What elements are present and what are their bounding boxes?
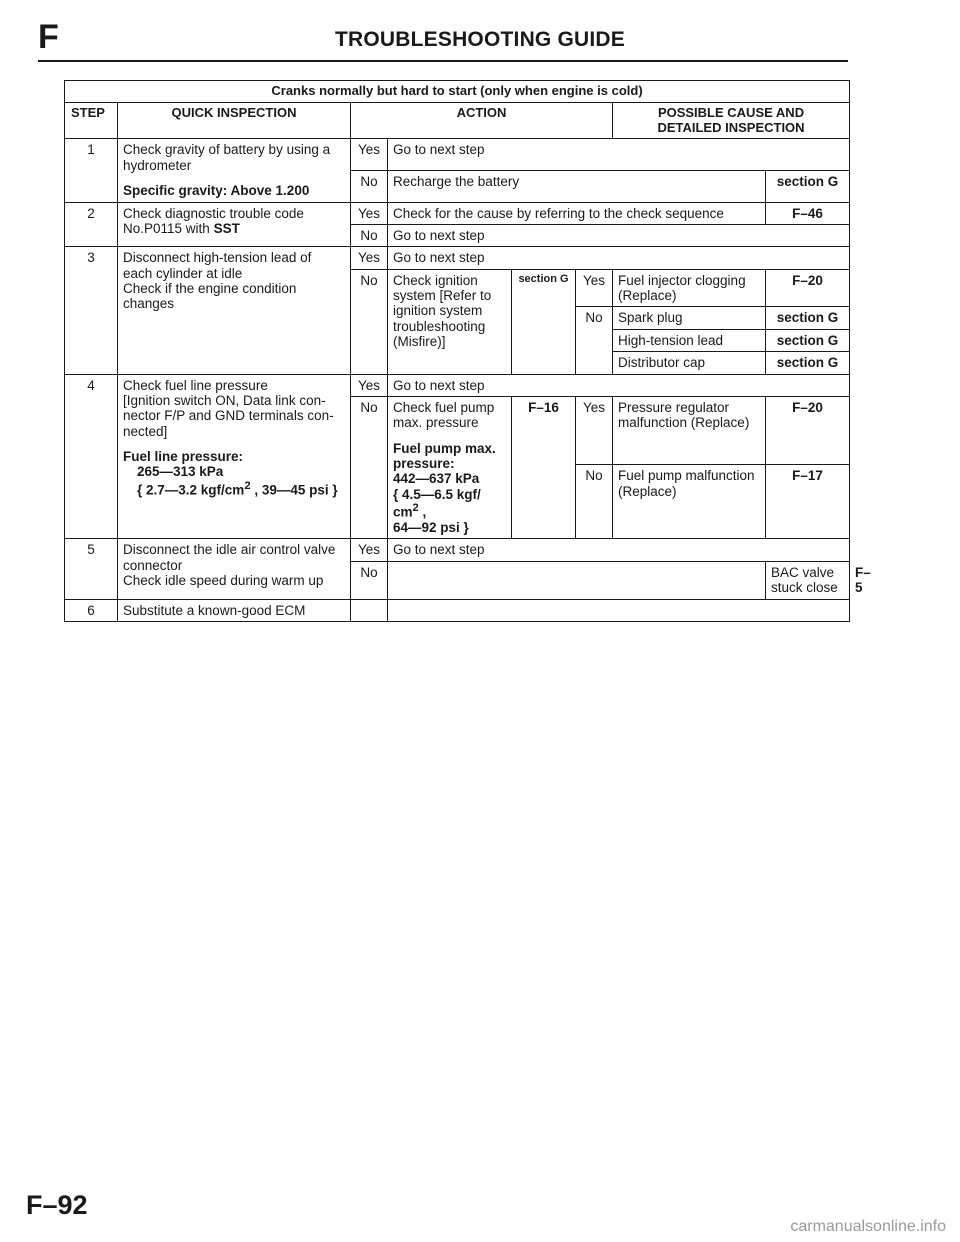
table-header-row [65,102,850,139]
spec-superscript: 2 [244,479,251,492]
action-cell: Check for the cause by referring to the check sequence [388,202,766,224]
action-line: system [Refer to [393,288,492,304]
spec-value: Specific gravity: Above 1.200 [123,183,310,199]
spec-value-alt: { 4.5—6.5 kgf/ [393,486,481,502]
spec-superscript: 2 [412,502,419,515]
spec-value-alt [393,502,506,520]
table-row: No BAC valve stuck close F–5 [65,561,850,599]
inspection-line: Check diagnostic trouble code [123,205,304,221]
action-cell [388,396,512,539]
reference-cell: F–16 [512,396,576,539]
cause-line: (Replace) [618,288,677,304]
inspection-line [123,221,345,236]
action-cell: Go to next step [388,139,850,171]
cause-line: Fuel pump malfunction [618,468,755,484]
reference-cell: F–20 [766,396,850,464]
inspection-text: No.P0115 with [123,220,214,236]
col-header-possible-cause [613,102,850,139]
reference-cell: section G [766,352,850,374]
sub-answer-no: No [576,307,613,374]
spec-value: 265—313 kPa [137,464,224,480]
answer-yes: Yes [351,374,388,396]
action-cell-empty [388,561,766,599]
col-header-possible-cause-line2: DETAILED INSPECTION [657,119,805,135]
answer-yes: Yes [351,539,388,561]
table-row [65,599,850,621]
reference-cell: section G [766,329,850,351]
inspection-line: Disconnect high-tension lead of [123,250,312,266]
quick-inspection-cell [118,202,351,247]
answer-no: No [351,269,388,374]
table-row [65,202,850,224]
cause-cell: Distributor cap [613,352,766,374]
spec-text: , 39—45 psi } [250,482,338,498]
inspection-line: Check gravity of battery by using a [123,142,331,158]
answer-yes: Yes [351,247,388,269]
cause-cell [613,465,766,539]
table-caption-row [65,81,850,103]
action-line: ignition system [393,303,483,319]
reference-cell: section G [512,269,576,374]
inspection-line: Check if the engine condition [123,281,297,297]
action-cell: Go to next step [388,247,850,269]
cause-cell: High-tension lead [613,329,766,351]
cause-line: malfunction (Replace) [618,415,750,431]
spec-value-alt [123,480,345,498]
sub-answer-yes: Yes [576,269,613,307]
page-title: TROUBLESHOOTING GUIDE [334,28,626,51]
sst-label: SST [213,220,240,236]
spec-value-alt: 64—92 psi } [393,520,469,536]
section-letter: F [38,18,59,56]
reference-cell: section G [766,307,850,329]
sub-answer-no: No [576,465,613,539]
inspection-line: changes [123,296,175,312]
inspection-line: hydrometer [123,157,192,173]
inspection-line: Check idle speed during warm up [123,573,324,589]
answer-no: No [351,171,388,203]
col-header-quick-inspection: QUICK INSPECTION [118,102,351,139]
inspection-line: nector F/P and GND terminals con- [123,408,334,424]
step-number: 2 [65,202,118,247]
quick-inspection-cell [118,247,351,374]
table-row [65,539,850,561]
answer-no: No [351,396,388,539]
action-cell-empty [388,599,850,621]
inspection-line: [Ignition switch ON, Data link con- [123,392,326,408]
reference-cell: F–17 [766,465,850,539]
answer-yes: Yes [351,139,388,171]
table-row [65,374,850,396]
action-cell [388,269,512,374]
title-rule [38,60,848,62]
col-header-step: STEP [65,102,118,139]
inspection-line: connector [123,557,183,573]
reference-cell: F–46 [766,202,850,224]
cause-line: Fuel injector clogging [618,272,746,288]
action-line: (Misfire)] [393,334,446,350]
action-line: Check fuel pump [393,399,495,415]
reference-cell: F–20 [766,269,850,307]
cause-cell: Spark plug [613,307,766,329]
inspection-line: nected] [123,423,168,439]
spec-value: 442—637 kPa [393,471,480,487]
page-number: F–92 [26,1190,88,1220]
step-number: 1 [65,139,118,202]
watermark: carmanualsonline.info [790,1218,946,1235]
sub-answer-yes: Yes [576,396,613,464]
spec-title: Fuel pump max. [393,440,496,456]
cause-cell: BAC valve stuck close [766,561,850,599]
reference-cell: section G [766,171,850,203]
spec-text: , [418,504,427,520]
step-number: 3 [65,247,118,374]
action-cell: Go to next step [388,224,850,246]
action-line: troubleshooting [393,318,486,334]
quick-inspection-cell [118,539,351,599]
cause-cell [613,269,766,307]
quick-inspection-cell [118,139,351,202]
inspection-line: Disconnect the idle air control valve [123,542,336,558]
quick-inspection-cell [118,374,351,539]
table-row [65,139,850,171]
table-caption: Cranks normally but hard to start (only when engine is cold) [65,81,850,103]
step-number: 6 [65,599,118,621]
action-cell: Go to next step [388,539,850,561]
answer-no: No [351,224,388,246]
inspection-line: each cylinder at idle [123,265,243,281]
col-header-possible-cause-line1: POSSIBLE CAUSE AND [657,104,805,120]
spec-title: Fuel line pressure: [123,449,244,465]
answer-yes: Yes [351,202,388,224]
answer-empty [351,599,388,621]
col-header-action: ACTION [351,102,613,139]
inspection-line: Check fuel line pressure [123,377,268,393]
action-cell: Recharge the battery [388,171,766,203]
cause-cell [613,396,766,464]
quick-inspection-cell: Substitute a known-good ECM [118,599,351,621]
spec-text: { 2.7—3.2 kgf/cm [137,482,245,498]
table-row [65,247,850,269]
spec-title: pressure: [393,456,455,472]
step-number: 5 [65,539,118,599]
action-cell: Go to next step [388,374,850,396]
cause-line: Pressure regulator [618,399,730,415]
cause-line: (Replace) [618,483,677,499]
answer-no: No [351,561,388,599]
spec-text: cm [393,504,413,520]
troubleshooting-table [64,80,871,622]
action-line: max. pressure [393,415,479,431]
step-number: 4 [65,374,118,539]
action-line: Check ignition [393,272,478,288]
